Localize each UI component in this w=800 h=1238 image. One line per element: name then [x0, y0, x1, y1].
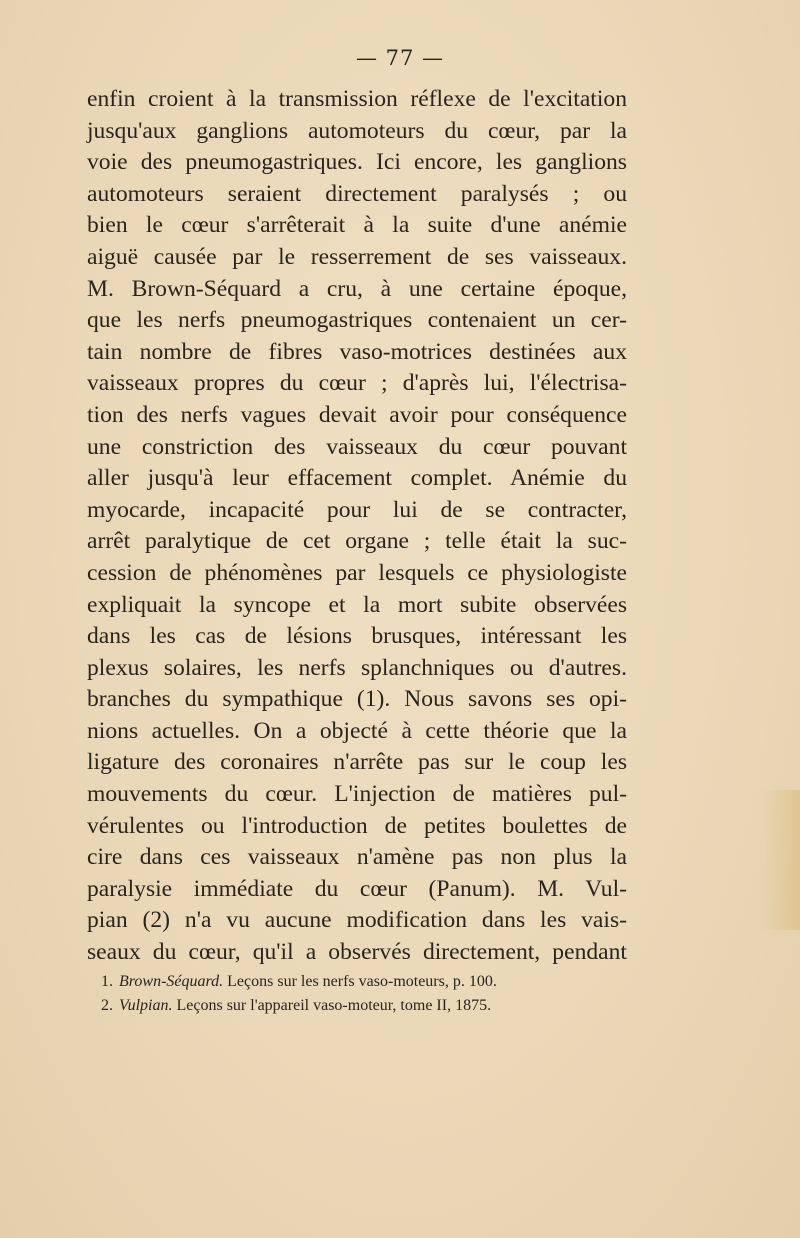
footnote-author: Vulpian.: [119, 997, 173, 1014]
footnote-text: Leçons sur les nerfs vaso-moteurs, p. 100.: [223, 973, 497, 990]
text-line: mouvements du cœur. L'injection de matières pul-: [87, 781, 627, 808]
text-line: aiguë causée par le resserrement de ses vaisseaux.: [87, 243, 627, 270]
footnote: [87, 994, 627, 1018]
text-line: M. Brown-Séquard a cru, à une certaine époque,: [87, 275, 627, 302]
text-line: que les nerfs pneumogastriques contenaient un cer-: [87, 307, 627, 334]
text-line: dans les cas de lésions brusques, intéressant les: [87, 623, 627, 650]
text-line: pian (2) n'a vu aucune modification dans les vais-: [87, 907, 627, 934]
text-line: voie des pneumogastriques. Ici encore, les ganglions: [87, 149, 627, 176]
text-line: cire dans ces vaisseaux n'amène pas non plus la: [87, 844, 627, 871]
footnotes: [87, 970, 627, 1018]
text-line: myocarde, incapacité pour lui de se contracter,: [87, 496, 627, 523]
text-line: nions actuelles. On a objecté à cette théorie que la: [87, 717, 627, 744]
text-line: paralysie immédiate du cœur (Panum). M. Vul-: [87, 875, 627, 902]
text-line: arrêt paralytique de cet organe ; telle était la suc-: [87, 528, 627, 555]
text-line: jusqu'aux ganglions automoteurs du cœur, par la: [87, 117, 627, 144]
text-line: cession de phénomènes par lesquels ce physiologiste: [87, 559, 627, 586]
text-line: ligature des coronaires n'arrête pas sur le coup les: [87, 749, 627, 776]
body-text: [87, 84, 627, 969]
text-line: plexus solaires, les nerfs splanchniques ou d'autres.: [87, 654, 627, 681]
footnote-author: Brown-Séquard.: [119, 973, 224, 990]
footnote-number: 2.: [101, 997, 113, 1014]
text-line: expliquait la syncope et la mort subite observées: [87, 591, 627, 618]
page-number: — 77 —: [355, 46, 445, 70]
footnote: [87, 970, 627, 994]
text-line: bien le cœur s'arrêterait à la suite d'une anémie: [87, 212, 627, 239]
text-line: automoteurs seraient directement paralysés ; ou: [87, 180, 627, 207]
footnote-number: 1.: [101, 973, 113, 990]
footnote-text: Leçons sur l'appareil vaso-moteur, tome II, 1875.: [172, 997, 492, 1014]
text-line: seaux du cœur, qu'il a observés directement, pendant: [87, 939, 627, 966]
text-line: branches du sympathique (1). Nous savons ses opi-: [87, 686, 627, 713]
text-line: enfin croient à la transmission réflexe de l'excitation: [87, 86, 627, 112]
text-line: aller jusqu'à leur effacement complet. Anémie du: [87, 465, 627, 492]
text-line: une constriction des vaisseaux du cœur pouvant: [87, 433, 627, 460]
text-line: vaisseaux propres du cœur ; d'après lui, l'électrisa-: [87, 370, 627, 397]
text-line: tion des nerfs vagues devait avoir pour conséquence: [87, 401, 627, 428]
paper-stain: [762, 790, 800, 930]
text-line: tain nombre de fibres vaso-motrices destinées aux: [87, 338, 627, 365]
text-line: vérulentes ou l'introduction de petites boulettes de: [87, 812, 627, 839]
